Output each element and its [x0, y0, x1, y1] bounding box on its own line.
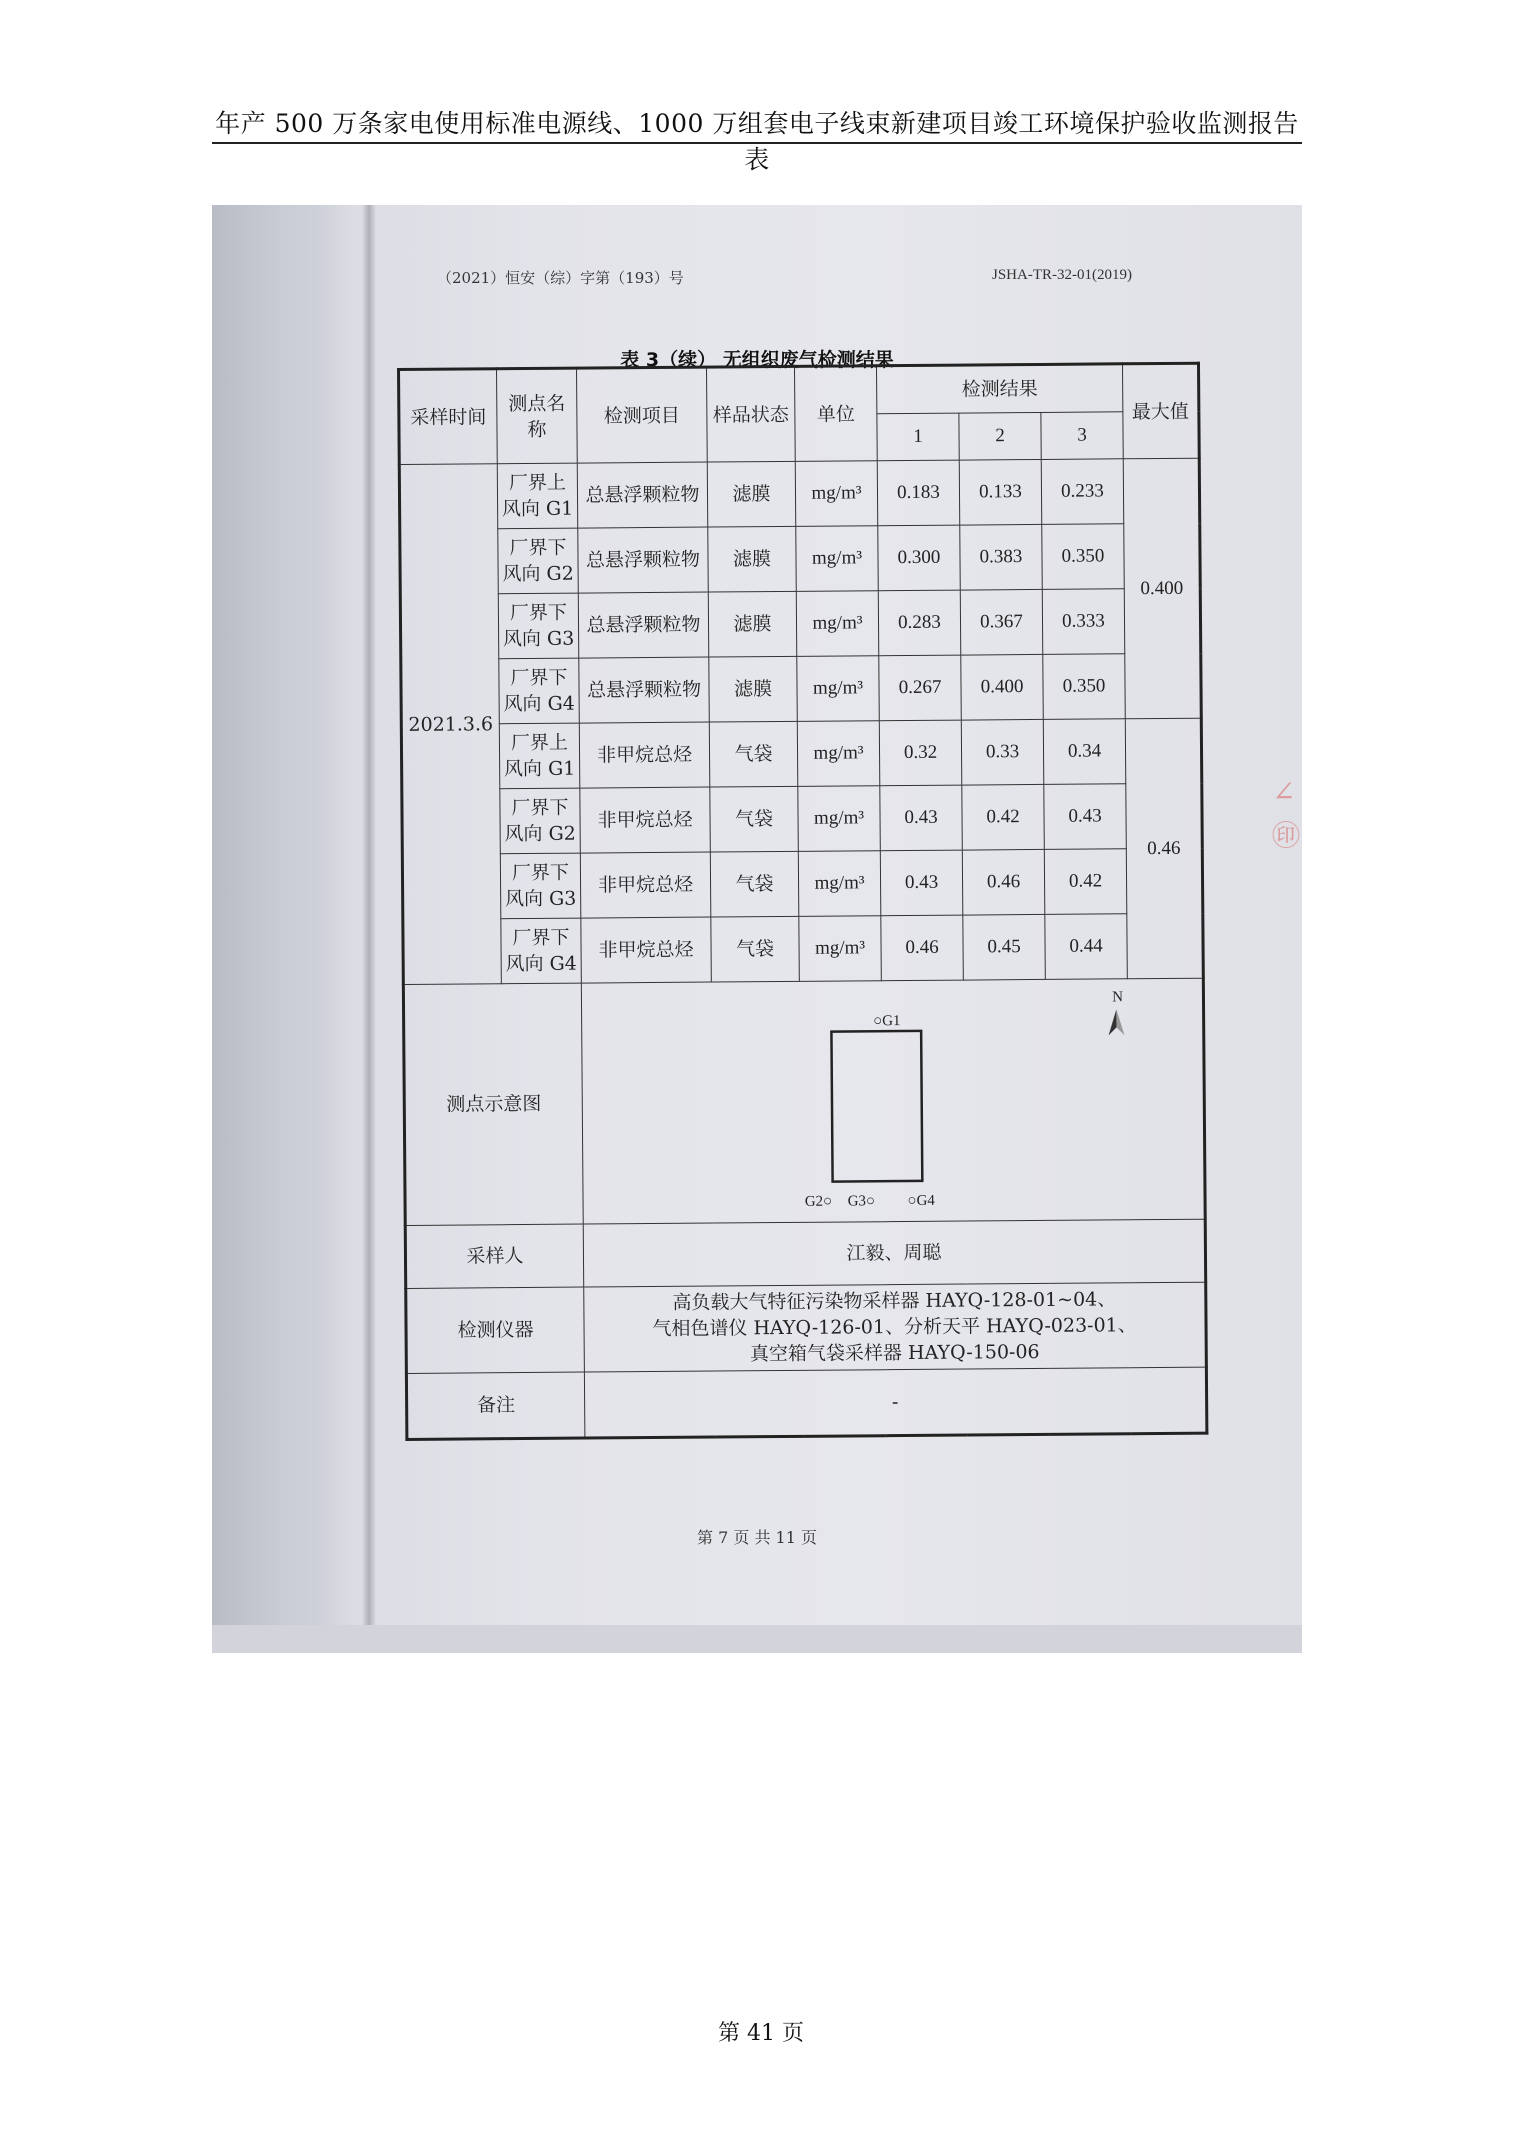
- table-header-row-1: [399, 363, 1199, 417]
- instrument-line: 气相色谱仪 HAYQ-126-01、分析天平 HAYQ-023-01、: [652, 1314, 1137, 1341]
- item-cell: 总悬浮颗粒物: [578, 592, 709, 658]
- doc-form-code: JSHA-TR-32-01(2019): [992, 267, 1132, 283]
- north-arrow-icon: [1108, 1009, 1124, 1035]
- item-cell: 总悬浮颗粒物: [579, 657, 710, 723]
- page-number: 第 41 页: [718, 2021, 804, 2046]
- doc-number: （2021）恒安（综）字第（193）号: [437, 269, 684, 287]
- point-cell: 厂界下风向 G3: [500, 853, 581, 919]
- remark-label: 备注: [406, 1372, 585, 1439]
- north-label: N: [1112, 989, 1124, 1006]
- point-cell: 厂界下风向 G4: [499, 658, 580, 724]
- red-stamp-fragment: ∠ ㊞: [1272, 775, 1301, 852]
- factory-outline: [831, 1031, 922, 1182]
- site-diagram: [582, 979, 1204, 1224]
- unit-cell: mg/m³: [796, 526, 879, 592]
- binding-shadow: [362, 205, 376, 1653]
- point-cell: 厂界下风向 G3: [498, 593, 579, 659]
- state-cell: 滤膜: [708, 526, 797, 592]
- value-cell: 0.333: [1042, 589, 1125, 655]
- max-value-nmhc: 0.46: [1125, 718, 1203, 979]
- sampler-label: 采样人: [405, 1224, 583, 1288]
- label-g2: G2○: [804, 1193, 833, 1210]
- col-header-point: 测点名称: [497, 368, 578, 464]
- unit-cell: mg/m³: [798, 786, 881, 852]
- value-cell: 0.42: [1044, 849, 1127, 915]
- header-rule: [212, 142, 1302, 144]
- table-title: 表 3（续） 无组织废气检测结果: [620, 349, 894, 371]
- col-header-state: 样品状态: [707, 366, 796, 462]
- point-cell: 厂界下风向 G4: [501, 918, 582, 984]
- value-cell: 0.34: [1043, 719, 1126, 785]
- scanned-photo: [212, 205, 1302, 1653]
- state-cell: 气袋: [711, 916, 800, 982]
- value-cell: 0.350: [1042, 524, 1125, 590]
- col-header-r1: 1: [877, 413, 959, 461]
- item-cell: 非甲烷总烃: [581, 917, 712, 983]
- sampling-date: 2021.3.6: [399, 464, 501, 985]
- item-cell: 非甲烷总烃: [580, 787, 711, 853]
- unit-cell: mg/m³: [797, 656, 880, 722]
- item-cell: 非甲烷总烃: [580, 852, 711, 918]
- photo-bottom-strip: [212, 1625, 1302, 1653]
- label-g3: G3○: [847, 1193, 876, 1210]
- instrument-line: 真空箱气袋采样器 HAYQ-150-06: [749, 1340, 1040, 1366]
- item-cell: 总悬浮颗粒物: [578, 527, 709, 593]
- state-cell: 气袋: [710, 851, 799, 917]
- diagram-row: [403, 978, 1205, 1225]
- instrument-row: [406, 1282, 1207, 1373]
- unit-cell: mg/m³: [796, 591, 879, 657]
- item-cell: 总悬浮颗粒物: [577, 462, 708, 528]
- label-g4: ○G4: [907, 1192, 935, 1210]
- table-row: [402, 783, 1203, 854]
- value-cell: 0.267: [879, 655, 962, 721]
- value-cell: 0.43: [880, 785, 963, 851]
- value-cell: 0.300: [878, 525, 961, 591]
- value-cell: 0.400: [961, 654, 1044, 720]
- table-row: [401, 718, 1202, 789]
- value-cell: 0.383: [960, 524, 1043, 590]
- point-cell: 厂界下风向 G2: [498, 528, 579, 594]
- value-cell: 0.350: [1043, 654, 1126, 720]
- value-cell: 0.46: [881, 915, 964, 981]
- instrument-value: [584, 1282, 1207, 1372]
- value-cell: 0.367: [960, 589, 1043, 655]
- col-header-time: 采样时间: [399, 369, 498, 465]
- value-cell: 0.32: [879, 720, 962, 786]
- col-header-r3: 3: [1041, 412, 1123, 460]
- unit-cell: mg/m³: [795, 461, 878, 527]
- remark-row: [406, 1367, 1207, 1439]
- value-cell: 0.233: [1041, 459, 1124, 525]
- table-row: [399, 458, 1200, 529]
- table-row: [403, 913, 1204, 984]
- sampler-value: 江毅、周聪: [583, 1219, 1205, 1287]
- site-diagram-cell: [581, 978, 1205, 1224]
- col-header-results: 检测结果: [876, 364, 1122, 414]
- value-cell: 0.45: [963, 914, 1046, 980]
- state-cell: 滤膜: [707, 461, 796, 527]
- inner-page-footer: 第 7 页 共 11 页: [697, 1528, 817, 1547]
- state-cell: 滤膜: [708, 591, 797, 657]
- results-table: [397, 362, 1208, 1441]
- item-cell: 非甲烷总烃: [579, 722, 710, 788]
- value-cell: 0.43: [1044, 784, 1127, 850]
- value-cell: 0.133: [959, 459, 1042, 525]
- value-cell: 0.183: [877, 460, 960, 526]
- results-table-wrap: [397, 362, 1205, 1441]
- sampler-row: [405, 1219, 1205, 1288]
- table-row: [401, 653, 1202, 724]
- instrument-line: 高负载大气特征污染物采样器 HAYQ-128-01~04、: [672, 1288, 1117, 1314]
- state-cell: 气袋: [709, 721, 798, 787]
- value-cell: 0.44: [1045, 914, 1128, 980]
- table-row: [402, 848, 1203, 919]
- state-cell: 滤膜: [709, 656, 798, 722]
- value-cell: 0.33: [961, 719, 1044, 785]
- value-cell: 0.43: [880, 850, 963, 916]
- instrument-label: 检测仪器: [406, 1287, 585, 1373]
- point-cell: 厂界下风向 G2: [500, 788, 581, 854]
- diagram-label: 测点示意图: [403, 983, 583, 1225]
- col-header-max: 最大值: [1123, 363, 1200, 459]
- value-cell: 0.46: [962, 849, 1045, 915]
- state-cell: 气袋: [710, 786, 799, 852]
- col-header-unit: 单位: [794, 366, 877, 462]
- table-row: [400, 523, 1201, 594]
- unit-cell: mg/m³: [799, 916, 882, 982]
- value-cell: 0.283: [878, 590, 961, 656]
- label-g1: ○G1: [873, 1013, 901, 1030]
- col-header-r2: 2: [959, 412, 1041, 460]
- unit-cell: mg/m³: [798, 851, 881, 917]
- max-value-tsp: 0.400: [1123, 458, 1201, 719]
- unit-cell: mg/m³: [797, 721, 880, 787]
- table-row: [400, 588, 1201, 659]
- point-cell: 厂界上风向 G1: [497, 463, 578, 529]
- value-cell: 0.42: [962, 784, 1045, 850]
- point-cell: 厂界上风向 G1: [499, 723, 580, 789]
- report-header-title: 年产 500 万条家电使用标准电源线、1000 万组套电子线束新建项目竣工环境保护验收监测报告表: [215, 109, 1299, 174]
- col-header-item: 检测项目: [577, 367, 708, 463]
- remark-value: -: [584, 1367, 1207, 1438]
